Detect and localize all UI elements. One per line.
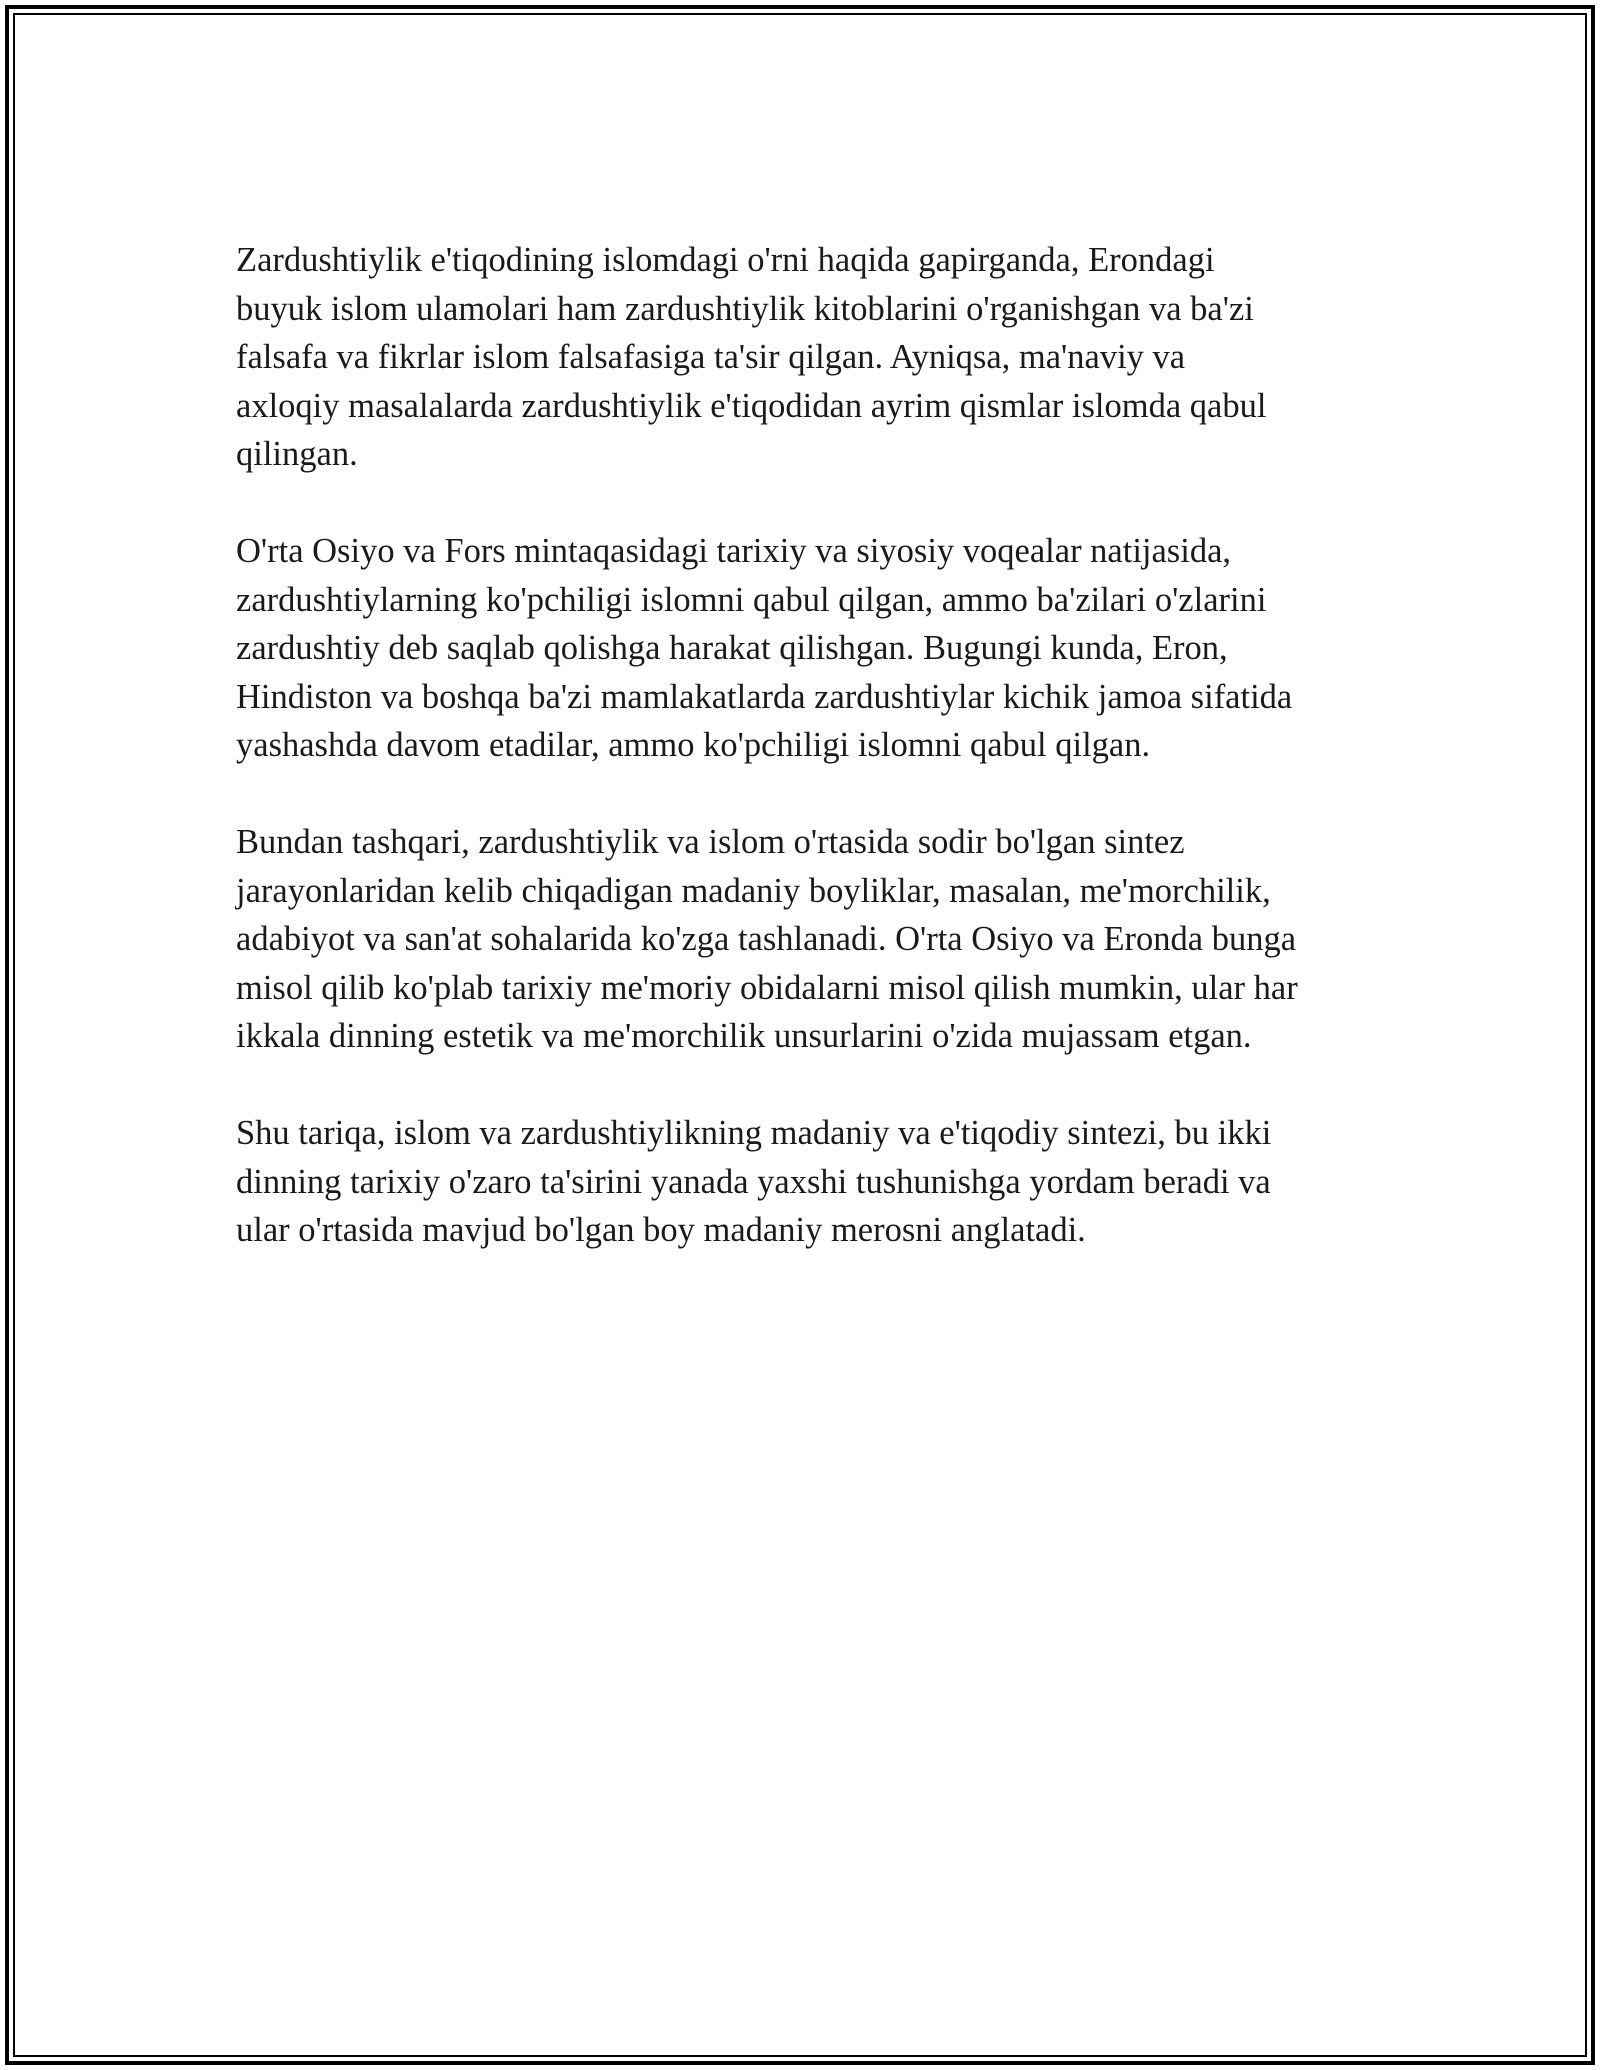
paragraph-line: Bundan tashqari, zardushtiylik va islom o'rtasida sodir bo'lgan sintez bbox=[236, 823, 1185, 861]
paragraph-1 bbox=[236, 236, 1386, 479]
paragraph-line: buyuk islom ulamolari ham zardushtiylik kitoblarini o'rganishgan va ba'zi bbox=[236, 289, 1254, 328]
paragraph-line: misol qilib ko'plab tarixiy me'moriy obidalarni misol qilish mumkin, ular har bbox=[236, 968, 1298, 1007]
paragraph-line: zardushtiy deb saqlab qolishga harakat qilishgan. Bugungi kunda, Eron, bbox=[236, 629, 1228, 667]
paragraph-4 bbox=[236, 1109, 1386, 1255]
paragraph-line: axloqiy masalalarda zardushtiylik e'tiqodidan ayrim qismlar islomda qabul bbox=[236, 386, 1267, 425]
paragraph-line: falsafa va fikrlar islom falsafasiga ta'sir qilgan. Ayniqsa, ma'naviy va bbox=[236, 338, 1186, 376]
paragraph-line: zardushtiylarning ko'pchiligi islomni qabul qilgan, ammo ba'zilari o'zlarini bbox=[236, 580, 1267, 619]
paragraph-2 bbox=[236, 527, 1386, 770]
paragraph-3 bbox=[236, 818, 1386, 1061]
paragraph-line: qilingan. bbox=[236, 435, 358, 473]
paragraph-line: O'rta Osiyo va Fors mintaqasidagi tarixiy va siyosiy voqealar natijasida, bbox=[236, 532, 1232, 570]
paragraph-line: Zardushtiylik e'tiqodining islomdagi o'rni haqida gapirganda, Erondagi bbox=[236, 241, 1215, 279]
paragraph-line: dinning tarixiy o'zaro ta'sirini yanada yaxshi tushunishga yordam beradi va bbox=[236, 1162, 1271, 1201]
paragraph-line: ular o'rtasida mavjud bo'lgan boy madaniy merosni anglatadi. bbox=[236, 1211, 1086, 1249]
document-body bbox=[236, 236, 1386, 1303]
paragraph-line: yashashda davom etadilar, ammo ko'pchiligi islomni qabul qilgan. bbox=[236, 726, 1151, 764]
paragraph-line: jarayonlaridan kelib chiqadigan madaniy boyliklar, masalan, me'morchilik, bbox=[236, 871, 1271, 910]
paragraph-line: adabiyot va san'at sohalarida ko'zga tashlanadi. O'rta Osiyo va Eronda bunga bbox=[236, 920, 1297, 958]
paragraph-line: Hindiston va boshqa ba'zi mamlakatlarda zardushtiylar kichik jamoa sifatida bbox=[236, 677, 1293, 716]
paragraph-line: Shu tariqa, islom va zardushtiylikning madaniy va e'tiqodiy sintezi, bu ikki bbox=[236, 1114, 1272, 1152]
paragraph-line: ikkala dinning estetik va me'morchilik unsurlarini o'zida mujassam etgan. bbox=[236, 1017, 1252, 1055]
